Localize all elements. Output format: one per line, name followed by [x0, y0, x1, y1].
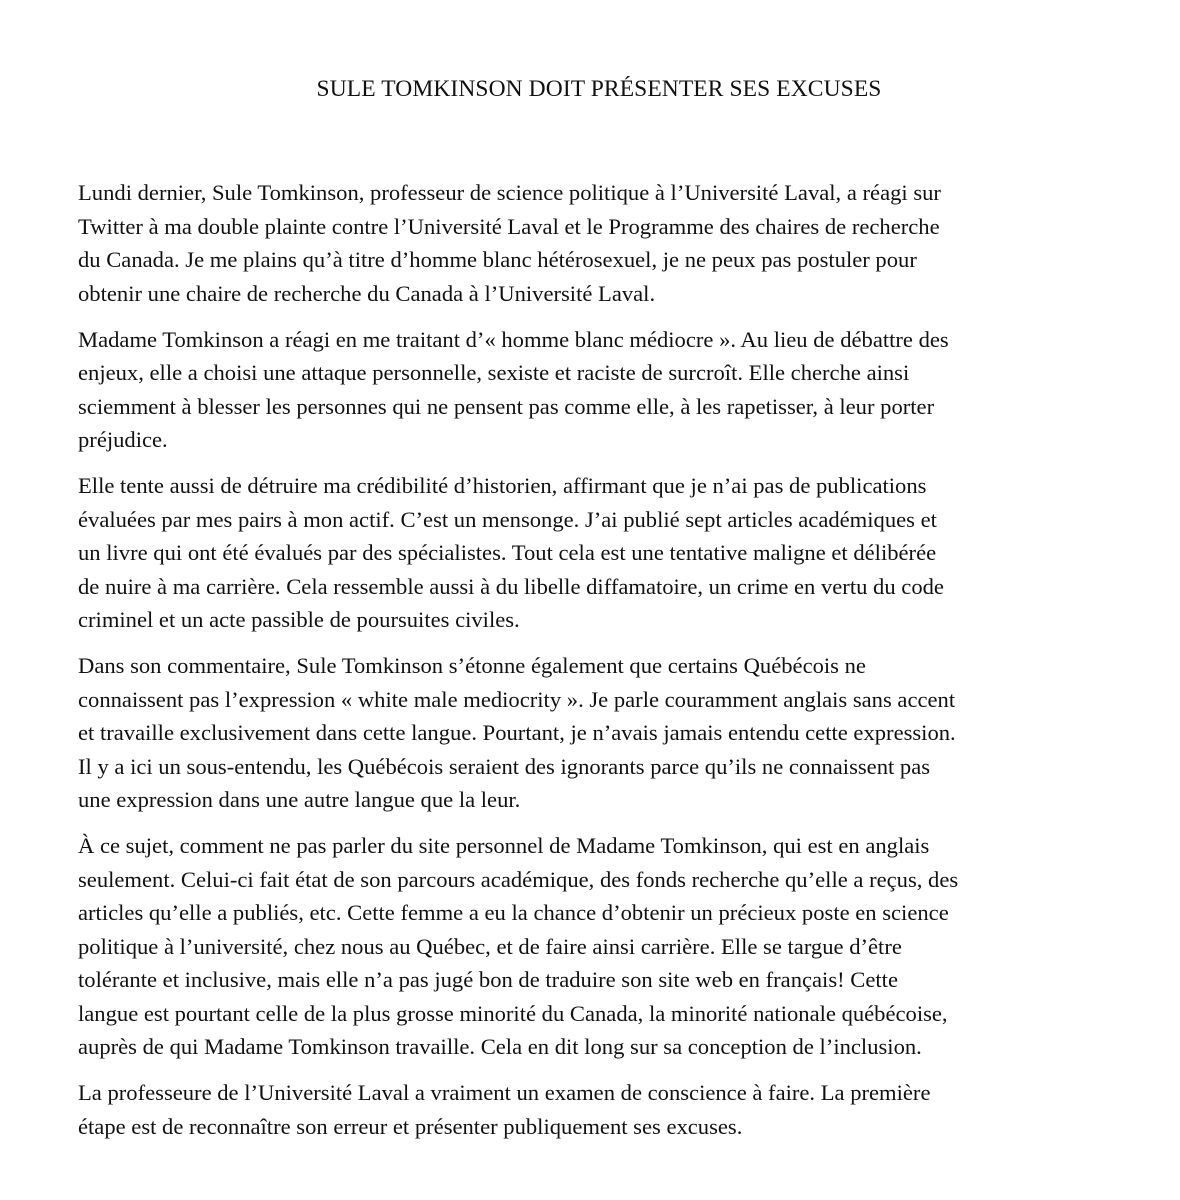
paragraph-line: obtenir une chaire de recherche du Canada à l’Université Laval.	[78, 280, 656, 306]
paragraph-6	[78, 1076, 1138, 1143]
paragraph-line: Lundi dernier, Sule Tomkinson, professeur de science politique à l’Université Laval, a réagi sur	[78, 180, 941, 205]
paragraph-line: Twitter à ma double plainte contre l’Université Laval et le Programme des chaires de recherche	[78, 213, 940, 239]
paragraph-line: de nuire à ma carrière. Cela ressemble aussi à du libelle diffamatoire, un crime en vertu du code	[78, 573, 944, 599]
paragraph-line: tolérante et inclusive, mais elle n’a pas jugé bon de traduire son site web en français! Cette	[78, 967, 898, 992]
paragraph-3	[78, 469, 1138, 637]
paragraph-line: sciemment à blesser les personnes qui ne pensent pas comme elle, à les rapetisser, à leur porter	[78, 393, 935, 419]
paragraph-line: auprès de qui Madame Tomkinson travaille. Cela en dit long sur sa conception de l’inclusion.	[78, 1034, 922, 1059]
paragraph-line: du Canada. Je me plains qu’à titre d’homme blanc hétérosexuel, je ne peux pas postuler pour	[78, 247, 917, 272]
paragraph-2	[78, 323, 1138, 457]
paragraph-line: enjeux, elle a choisi une attaque personnelle, sexiste et raciste de surcroît. Elle cherche ainsi	[78, 360, 910, 385]
paragraph-line: étape est de reconnaître son erreur et présenter publiquement ses excuses.	[78, 1113, 743, 1139]
paragraph-line: et travaille exclusivement dans cette langue. Pourtant, je n’avais jamais entendu cette expression.	[78, 720, 956, 745]
paragraph-line: Il y a ici un sous-entendu, les Québécois seraient des ignorants parce qu’ils ne connaissent pas	[78, 753, 931, 779]
paragraph-line: évaluées par mes pairs à mon actif. C’est un mensonge. J’ai publié sept articles académiques et	[78, 506, 937, 532]
paragraph-line: connaissent pas l’expression « white male mediocrity ». Je parle couramment anglais sans accent	[78, 686, 956, 712]
paragraph-line: articles qu’elle a publiés, etc. Cette femme a eu la chance d’obtenir un précieux poste en science	[78, 900, 949, 925]
paragraph-line: Elle tente aussi de détruire ma crédibilité d’historien, affirmant que je n’ai pas de publications	[78, 473, 927, 498]
paragraph-line: langue est pourtant celle de la plus grosse minorité du Canada, la minorité nationale québécoise,	[78, 1000, 948, 1026]
paragraph-line: politique à l’université, chez nous au Québec, et de faire ainsi carrière. Elle se targue d’être	[78, 933, 902, 959]
paragraph-line: La professeure de l’Université Laval a vraiment un examen de conscience à faire. La première	[78, 1080, 931, 1105]
paragraph-line: préjudice.	[78, 427, 168, 452]
paragraph-1	[78, 176, 1138, 310]
paragraph-line: une expression dans une autre langue que la leur.	[78, 787, 521, 812]
paragraph-line: seulement. Celui-ci fait état de son parcours académique, des fonds recherche qu’elle a reçus, des	[78, 866, 959, 892]
paragraph-line: Dans son commentaire, Sule Tomkinson s’étonne également que certains Québécois ne	[78, 653, 866, 678]
document-body	[78, 176, 1138, 1156]
paragraph-line: Madame Tomkinson a réagi en me traitant d’« homme blanc médiocre ». Au lieu de débattre des	[78, 326, 949, 352]
paragraph-line: un livre qui ont été évalués par des spécialistes. Tout cela est une tentative maligne et délibérée	[78, 540, 937, 565]
paragraph-line: criminel et un acte passible de poursuites civiles.	[78, 607, 520, 632]
paragraph-5	[78, 829, 1138, 1064]
paragraph-4	[78, 649, 1138, 817]
paragraph-line: À ce sujet, comment ne pas parler du site personnel de Madame Tomkinson, qui est en anglais	[78, 833, 930, 858]
document-title: SULE TOMKINSON DOIT PRÉSENTER SES EXCUSES	[316, 76, 882, 102]
